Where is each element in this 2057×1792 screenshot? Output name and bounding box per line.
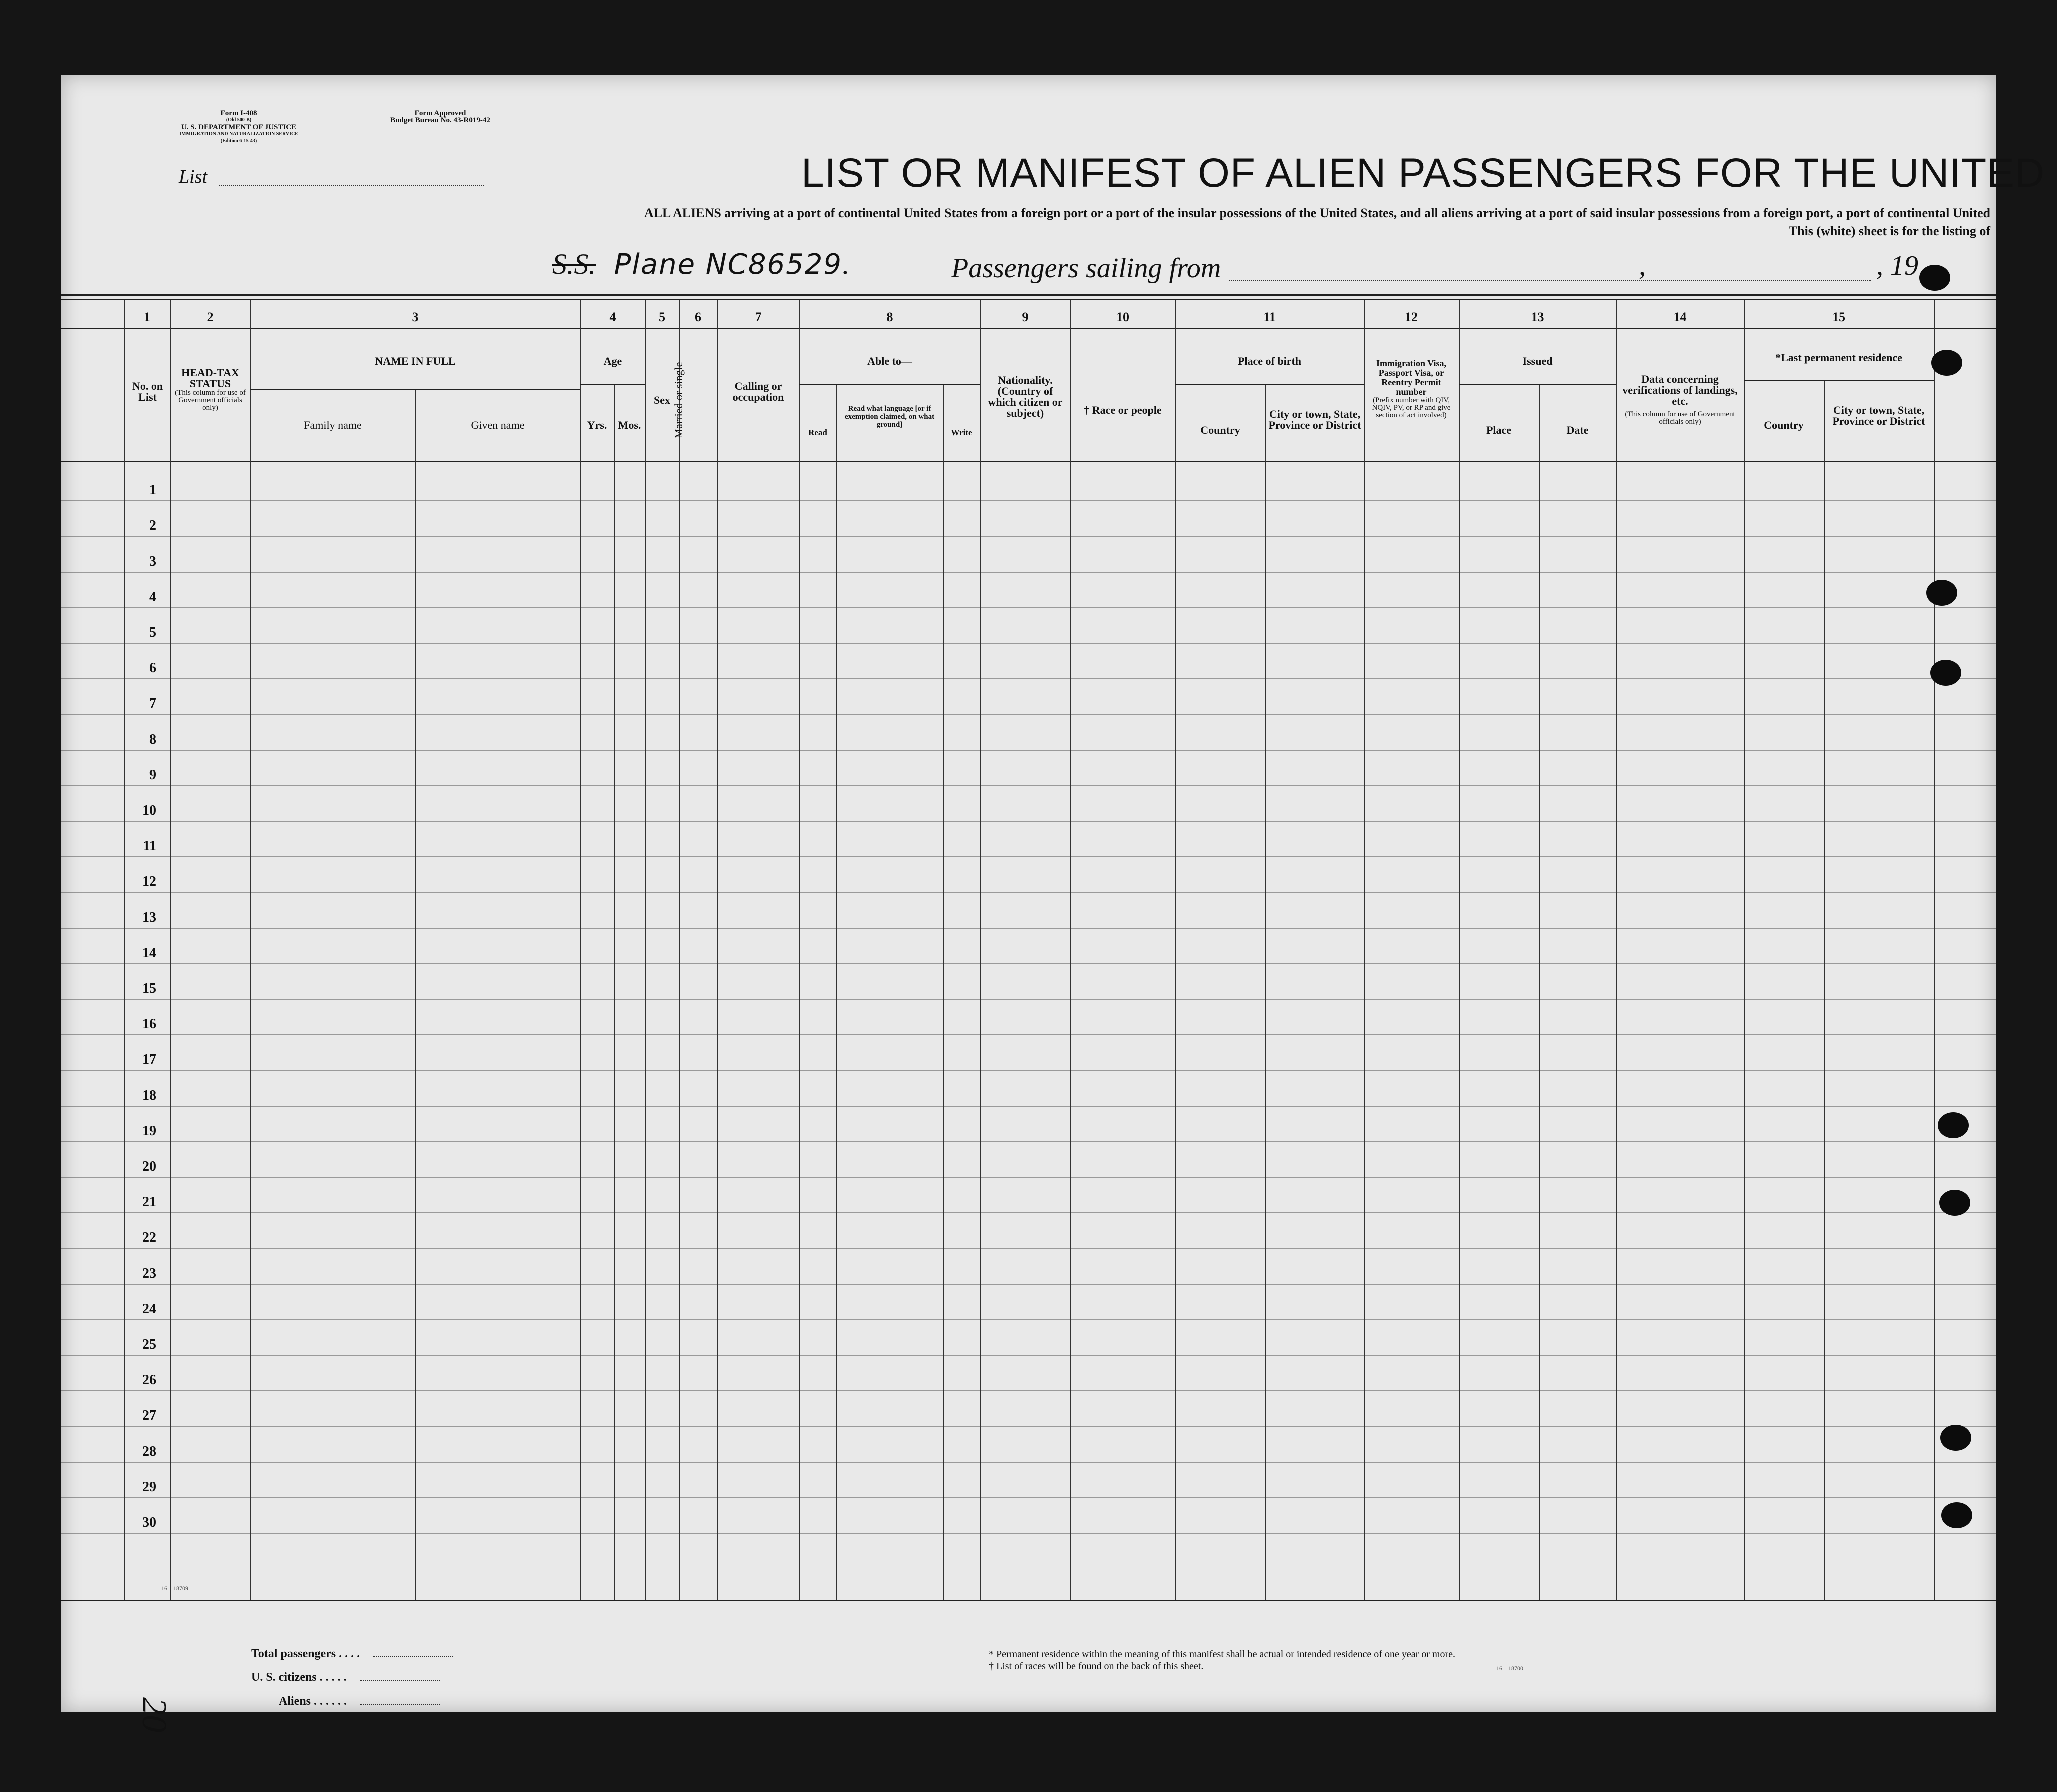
col-divider (1070, 300, 1071, 1600)
row-rule (61, 1390, 1996, 1392)
footnote-residence: * Permanent residence within the meaning of this manifest shall be actual or intended residence of one year or more. (989, 1649, 1456, 1660)
header-place-of-birth: Place of birth (1237, 355, 1302, 368)
col-divider (1364, 300, 1365, 1600)
header-birth-country: Country (1200, 424, 1240, 436)
header-bottom-rule (61, 461, 1996, 462)
row-number: 13 (142, 910, 156, 926)
colnum-11: 11 (1263, 310, 1276, 324)
comma: , (1639, 250, 1646, 282)
row-number: 10 (142, 803, 156, 818)
service: IMMIGRATION AND NATURALIZATION SERVICE (179, 132, 298, 137)
residence-subrule (1744, 380, 1934, 381)
header-head-tax (172, 368, 248, 412)
list-label: List (179, 166, 208, 188)
body-bottom-rule (61, 1600, 1996, 1602)
colnum-6: 6 (695, 310, 701, 324)
sailing-date-field[interactable] (1601, 280, 1871, 281)
row-rule (61, 821, 1996, 822)
stub-left: 16—18709 (161, 1585, 188, 1592)
col-divider (799, 300, 800, 1600)
name-subrule (250, 389, 580, 390)
birth-subrule (1175, 384, 1364, 385)
colnum-5: 5 (659, 310, 665, 324)
total-passengers-label: Total passengers (251, 1648, 336, 1660)
punch-hole (1941, 1502, 1972, 1528)
row-number: 7 (149, 696, 156, 712)
row-number: 18 (142, 1088, 156, 1104)
col-divider (124, 300, 125, 1600)
row-number: 21 (142, 1194, 156, 1210)
year-prefix-value: 19 (1890, 250, 1918, 282)
verifications-title: Data concerning verifications of landings, etc. (1622, 373, 1738, 408)
row-number: 25 (142, 1337, 156, 1352)
header-issued-place: Place (1486, 424, 1512, 436)
header-write: Write (951, 428, 972, 438)
vessel-handwritten[interactable]: Plane NC86529 (614, 248, 843, 281)
row-number: 4 (149, 590, 156, 605)
header-given-name: Given name (471, 419, 525, 432)
row-number: 27 (142, 1408, 156, 1424)
issued-subrule (1459, 384, 1616, 385)
form-header (164, 110, 314, 145)
row-number: 14 (142, 946, 156, 961)
verifications-note: (This column for use of Government officials only) (1625, 410, 1735, 426)
col-divider (645, 300, 646, 1600)
head-tax-note: (This column for use of Government officials only) (175, 389, 246, 412)
row-rule (61, 1426, 1996, 1427)
footnote-races: † List of races will be found on the back of this sheet. (989, 1661, 1204, 1672)
row-number: 3 (149, 554, 156, 570)
row-number: 24 (142, 1302, 156, 1317)
vessel-line: S.S. Plane NC86529. (552, 248, 850, 281)
col-divider (943, 385, 944, 1600)
header-nationality: Nationality. (Country of which citizen or subject) (988, 374, 1063, 420)
top-rule (61, 294, 1996, 296)
approval-block (375, 110, 505, 124)
header-last-residence: *Last permanent residence (1775, 352, 1902, 364)
header-visa (1365, 359, 1457, 420)
row-rule (61, 678, 1996, 680)
row-number: 29 (142, 1480, 156, 1495)
row-rule (61, 856, 1996, 858)
colnum-15: 15 (1832, 310, 1845, 324)
row-rule (61, 1070, 1996, 1071)
row-rule (61, 1462, 1996, 1463)
header-issued: Issued (1522, 355, 1553, 368)
row-rule (61, 1533, 1996, 1534)
header-residence-country: Country (1764, 419, 1804, 432)
punch-hole (1919, 265, 1950, 291)
colnum-14: 14 (1673, 310, 1687, 324)
col-divider (717, 300, 718, 1600)
aliens-label: Aliens (279, 1695, 311, 1708)
colnum-10: 10 (1116, 310, 1129, 324)
header-residence-city: City or town, State, Province or District (1832, 404, 1925, 428)
row-rule (61, 500, 1996, 502)
header-no-on-list: No. on List (132, 380, 163, 404)
row-number: 5 (149, 625, 156, 640)
row-rule (61, 714, 1996, 715)
total-passengers-field[interactable] (373, 1656, 453, 1658)
row-number: 20 (142, 1159, 156, 1174)
row-number: 8 (149, 732, 156, 748)
edition: (Edition 6-15-43) (220, 138, 257, 144)
row-number: 22 (142, 1230, 156, 1246)
row-number: 9 (149, 768, 156, 783)
row-number: 28 (142, 1444, 156, 1460)
row-rule (61, 1034, 1996, 1036)
header-married-single: Married or single (672, 362, 685, 439)
row-number: 15 (142, 981, 156, 996)
ss-printed: S.S. (552, 248, 596, 280)
manifest-sheet (61, 75, 2045, 1732)
row-number: 1 (149, 482, 156, 498)
form-approved: Form Approved (414, 110, 466, 118)
col-divider (1824, 381, 1825, 1600)
punch-hole (1939, 1190, 1970, 1216)
header-issued-date: Date (1566, 424, 1589, 436)
col-divider (614, 385, 615, 1600)
row-number: 30 (142, 1515, 156, 1530)
col-divider (170, 300, 171, 1600)
total-passengers-row: Total passengers . . . . (251, 1648, 453, 1661)
colnum-8: 8 (886, 310, 893, 324)
header-name-in-full: NAME IN FULL (375, 355, 456, 368)
stub-right: 16—18700 (1496, 1665, 1523, 1672)
header-read-language: Read what language [or if exemption claimed, on what ground] (844, 405, 935, 429)
col-divider (415, 389, 416, 1600)
subtitle-line-1: ALL ALIENS arriving at a port of continental United States from a foreign port or a port of the insular possessions of the United States, and all aliens arriving at a port of said insular possessions from a foreign port, a port of continental United (644, 206, 1990, 220)
punch-hole (1930, 660, 1961, 686)
col-divider (250, 300, 251, 1600)
colnum-9: 9 (1022, 310, 1029, 324)
header-verifications (1618, 374, 1742, 426)
row-rule (61, 572, 1996, 573)
sailing-label: Passengers sailing from (951, 253, 1221, 284)
row-rule (61, 643, 1996, 644)
able-subrule (799, 384, 980, 385)
form-number: Form I-408 (220, 110, 257, 118)
header-occupation: Calling or occupation (732, 380, 784, 404)
header-birth-city: City or town, State, Province or District (1268, 408, 1361, 432)
row-number: 12 (142, 874, 156, 890)
visa-title: Immigration Visa, Passport Visa, or Reentry Permit number (1376, 358, 1446, 397)
header-read: Read (808, 428, 827, 438)
punch-hole (1926, 580, 1957, 606)
colnum-4: 4 (609, 310, 616, 324)
colnum-7: 7 (755, 310, 762, 324)
colnum-3: 3 (412, 310, 419, 324)
us-citizens-row: U. S. citizens . . . . . (251, 1671, 440, 1684)
col-divider (980, 300, 981, 1600)
department: U. S. DEPARTMENT OF JUSTICE (181, 124, 297, 132)
budget-number: Budget Bureau No. 43-R019-42 (390, 116, 490, 124)
row-rule (61, 750, 1996, 751)
page-title: LIST OR MANIFEST OF ALIEN PASSENGERS FOR THE UNITED (801, 150, 2045, 196)
age-subrule (580, 384, 645, 385)
col-divider (1265, 385, 1266, 1600)
colnum-12: 12 (1405, 310, 1418, 324)
col-divider (1616, 300, 1617, 1600)
row-rule (61, 1177, 1996, 1178)
list-number-field[interactable] (219, 185, 484, 186)
row-number: 19 (142, 1124, 156, 1139)
visa-note: (Prefix number with QIV, NQIV, PV, or RP and give section of act involved) (1372, 396, 1451, 420)
old-form-number: (Old 500-B) (226, 118, 252, 123)
aliens-row: Aliens . . . . . . (279, 1695, 440, 1708)
row-rule (61, 892, 1996, 893)
colnum-2: 2 (207, 310, 214, 324)
punch-hole (1940, 1425, 1971, 1451)
us-citizens-field[interactable] (360, 1680, 440, 1681)
col-divider (1539, 385, 1540, 1600)
col-divider (580, 300, 581, 1600)
row-rule (61, 536, 1996, 537)
top-rule-2 (61, 299, 1996, 300)
row-number: 17 (142, 1052, 156, 1068)
header-able-to: Able to— (867, 355, 912, 368)
col-divider (836, 385, 837, 1600)
row-rule (61, 1355, 1996, 1356)
us-citizens-label: U. S. citizens (251, 1671, 317, 1684)
col-divider (1175, 300, 1176, 1600)
row-number: 16 (142, 1016, 156, 1032)
col-divider (1459, 300, 1460, 1600)
subtitle-line-2: This (white) sheet is for the listing of (1788, 224, 1990, 238)
year-prefix: , 19 (1876, 250, 1918, 282)
row-number: 2 (149, 518, 156, 534)
header-race: † Race or people (1084, 404, 1162, 416)
row-rule (61, 999, 1996, 1000)
row-number: 23 (142, 1266, 156, 1282)
col-divider (679, 300, 680, 1600)
row-rule (61, 1106, 1996, 1107)
sailing-port-field[interactable] (1229, 280, 1634, 281)
aliens-field[interactable] (360, 1704, 440, 1705)
header-age-mos: Mos. (618, 419, 641, 432)
punch-hole (1931, 350, 1962, 376)
row-rule (61, 1248, 1996, 1249)
row-rule (61, 928, 1996, 929)
header-age: Age (603, 355, 622, 368)
header-age-yrs: Yrs. (587, 419, 607, 432)
row-number: 26 (142, 1372, 156, 1388)
header-family-name: Family name (304, 419, 362, 432)
col-divider (1744, 300, 1745, 1600)
colnum-1: 1 (144, 310, 150, 324)
row-rule (61, 1284, 1996, 1285)
punch-hole (1938, 1112, 1969, 1138)
row-number: 11 (143, 838, 156, 854)
colnum-13: 13 (1531, 310, 1544, 324)
row-rule (61, 1212, 1996, 1214)
margin-handwriting: 20 (135, 1698, 173, 1732)
header-sex: Sex (654, 394, 670, 406)
row-number: 6 (149, 660, 156, 676)
head-tax-title: HEAD-TAX STATUS (181, 366, 239, 390)
colnum-rule (61, 328, 1996, 330)
col-divider (1934, 300, 1935, 1600)
